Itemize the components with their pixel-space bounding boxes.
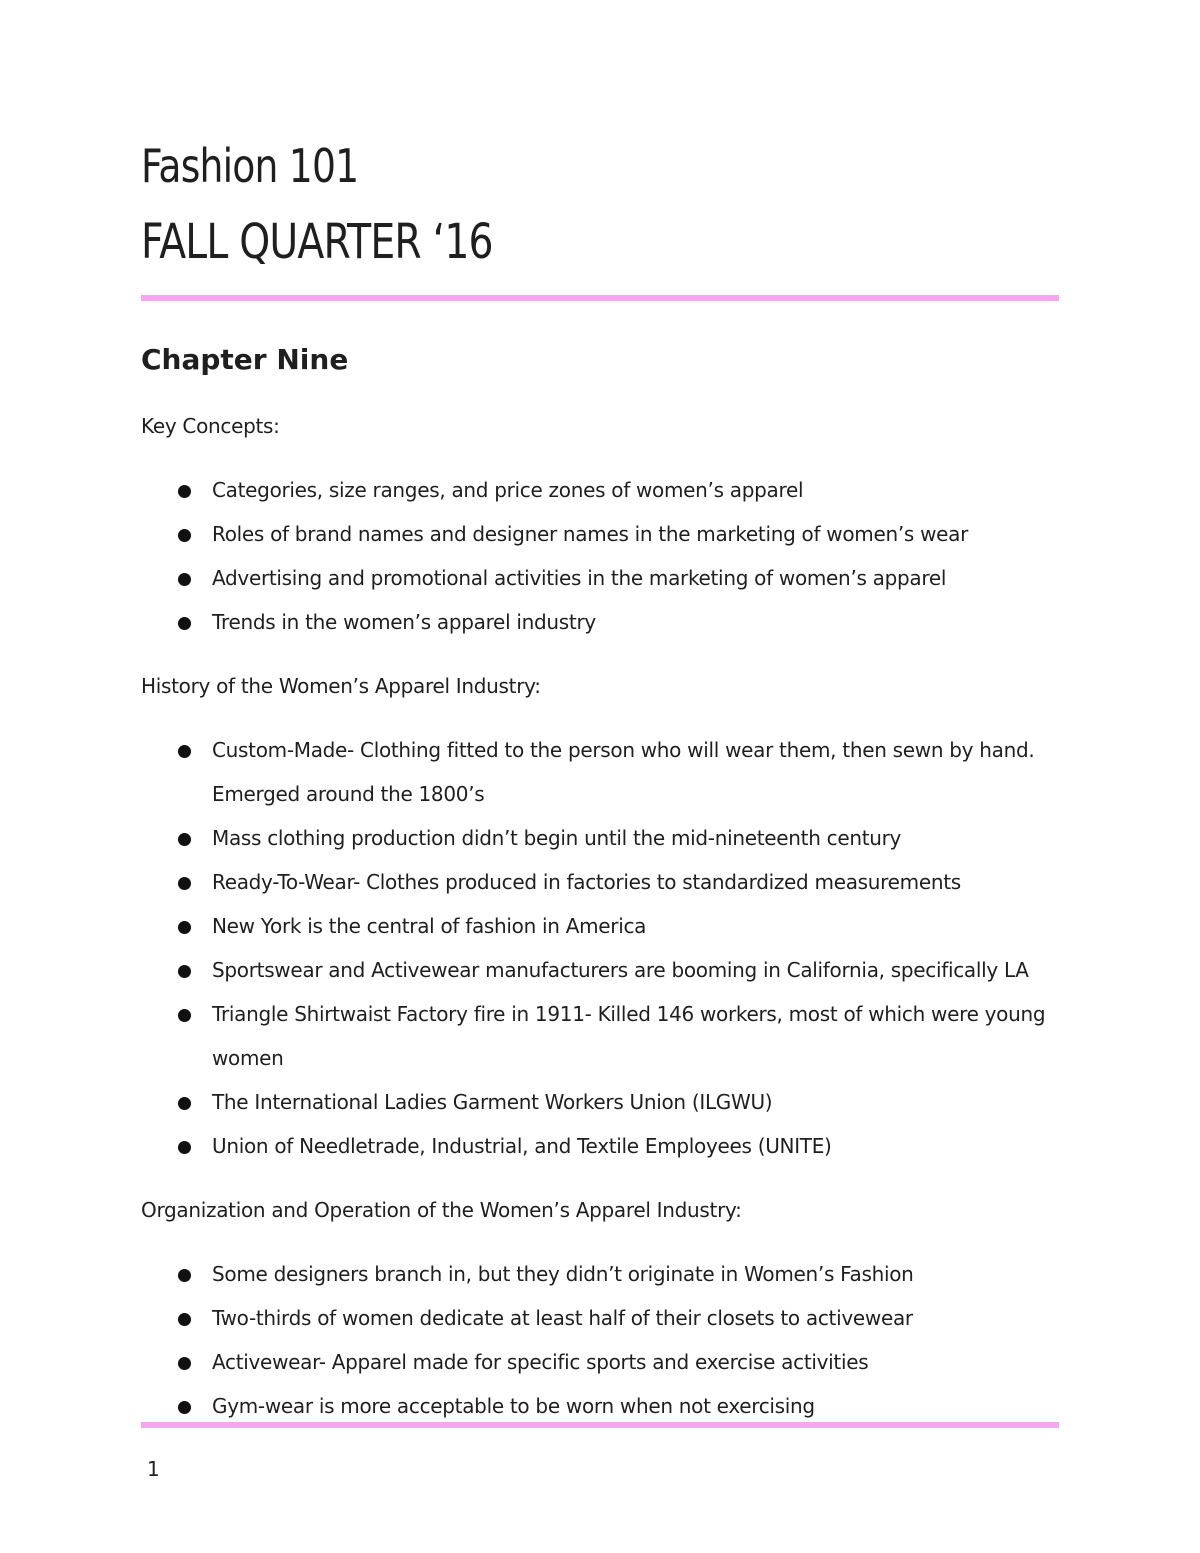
list-item: [141, 600, 1059, 644]
bullet-icon: [178, 1357, 191, 1370]
list-item-text: Sportswear and Activewear manufacturers are booming in California, specifically LA: [212, 958, 1029, 982]
chapter-content: [141, 404, 1059, 1448]
section-label-key-concepts: Key Concepts:: [141, 414, 280, 438]
bullet-icon: [178, 745, 191, 758]
list-item: [141, 904, 1059, 948]
list-item: [141, 468, 1059, 512]
bullet-icon: [178, 921, 191, 934]
bullet-icon: [178, 877, 191, 890]
bullet-list-key-concepts: [141, 468, 1059, 644]
document-title: Fashion 101: [141, 139, 359, 193]
bullet-icon: [178, 485, 191, 498]
list-item: [141, 816, 1059, 860]
list-item-text: Union of Needletrade, Industrial, and Textile Employees (UNITE): [212, 1134, 832, 1158]
list-item-text: Some designers branch in, but they didn’t originate in Women’s Fashion: [212, 1262, 914, 1286]
list-item-text: Activewear- Apparel made for specific sports and exercise activities: [212, 1350, 869, 1374]
list-item: [141, 1252, 1059, 1296]
bullet-icon: [178, 1313, 191, 1326]
list-item: [141, 860, 1059, 904]
list-item-text: Mass clothing production didn’t begin until the mid-nineteenth century: [212, 826, 902, 850]
bullet-list-history: [141, 728, 1059, 1168]
list-item: [141, 948, 1059, 992]
list-item-text: The International Ladies Garment Workers Union (ILGWU): [212, 1090, 773, 1114]
footer-divider: [141, 1422, 1059, 1428]
bullet-icon: [178, 1401, 191, 1414]
bullet-icon: [178, 833, 191, 846]
bullet-icon: [178, 1269, 191, 1282]
list-item-text: Two-thirds of women dedicate at least half of their closets to activewear: [212, 1306, 913, 1330]
bullet-icon: [178, 1141, 191, 1154]
list-item: [141, 1340, 1059, 1384]
list-item: [141, 556, 1059, 600]
page-number: 1: [147, 1457, 160, 1481]
list-item-text: Gym-wear is more acceptable to be worn when not exercising: [212, 1394, 815, 1418]
bullet-list-organization: [141, 1252, 1059, 1428]
list-item: [141, 1296, 1059, 1340]
bullet-icon: [178, 965, 191, 978]
list-item-text: New York is the central of fashion in America: [212, 914, 647, 938]
section-label-organization: Organization and Operation of the Women’s Apparel Industry:: [141, 1198, 742, 1222]
list-item: [141, 728, 1059, 816]
bullet-icon: [178, 573, 191, 586]
chapter-heading: Chapter Nine: [141, 343, 349, 376]
list-item: [141, 1080, 1059, 1124]
header-divider: [141, 295, 1059, 301]
list-item-text: Roles of brand names and designer names in the marketing of women’s wear: [212, 522, 969, 546]
list-item-text: Triangle Shirtwaist Factory fire in 1911- Killed 146 workers, most of which were young women: [212, 1002, 1046, 1070]
list-item-text: Ready-To-Wear- Clothes produced in factories to standardized measurements: [212, 870, 961, 894]
list-item-text: Custom-Made- Clothing fitted to the person who will wear them, then sewn by hand. Emerged around the 1800’s: [212, 738, 1035, 806]
list-item-text: Trends in the women’s apparel industry: [212, 610, 596, 634]
list-item-text: Categories, size ranges, and price zones of women’s apparel: [212, 478, 804, 502]
section-label-history: History of the Women’s Apparel Industry:: [141, 674, 541, 698]
bullet-icon: [178, 1097, 191, 1110]
bullet-icon: [178, 617, 191, 630]
list-item: [141, 992, 1059, 1080]
list-item: [141, 512, 1059, 556]
list-item-text: Advertising and promotional activities in the marketing of women’s apparel: [212, 566, 947, 590]
document-subtitle: FALL QUARTER ‘16: [141, 214, 493, 270]
bullet-icon: [178, 1009, 191, 1022]
list-item: [141, 1124, 1059, 1168]
bullet-icon: [178, 529, 191, 542]
